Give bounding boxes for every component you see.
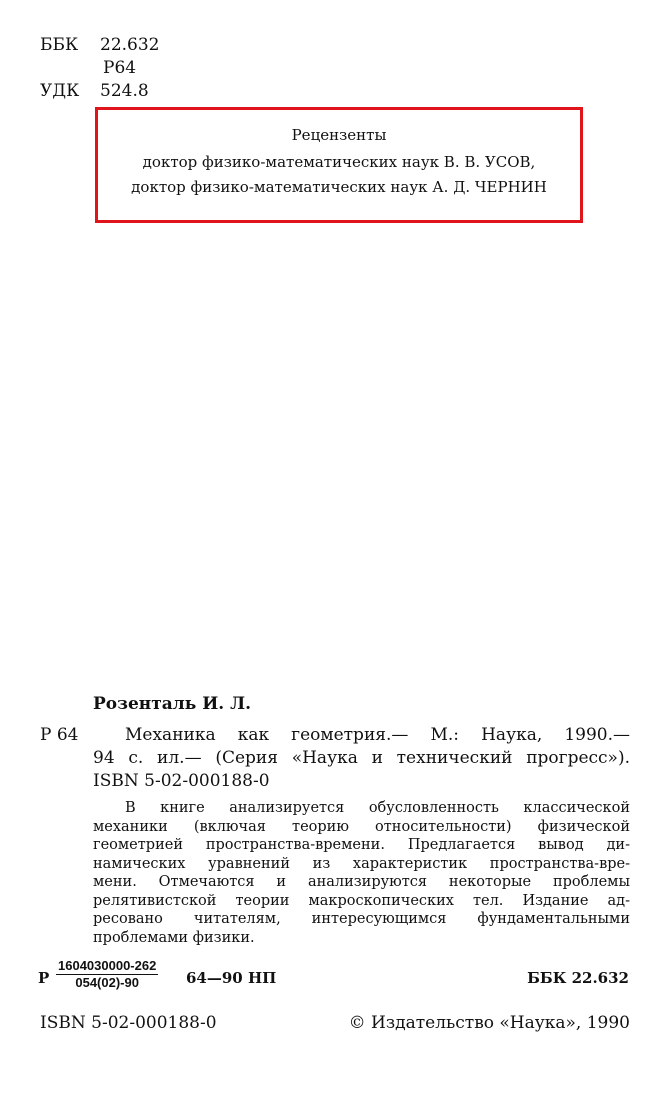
- catalog-isbn: ISBN 5-02-000188-0: [93, 771, 270, 791]
- catalog-mark: Р 64: [40, 725, 79, 745]
- udk-label: УДК: [40, 81, 80, 101]
- footer-p-letter: Р: [38, 969, 50, 987]
- abstract-line: релятивистской теории макроскопических тел. Издание ад-: [93, 892, 630, 909]
- copyright-notice: © Издательство «Наука», 1990: [348, 1013, 630, 1033]
- abstract-line: механики (включая теорию относительности) физической: [93, 818, 630, 835]
- abstract-line: мени. Отмечаются и анализируются некоторые проблемы: [93, 874, 630, 890]
- abstract-line: геометрией пространства-времени. Предлагается вывод ди-: [93, 837, 630, 853]
- reviewers-highlight-box: [95, 107, 583, 223]
- author-mark: Р64: [103, 58, 137, 78]
- footer-isbn: ISBN 5-02-000188-0: [40, 1013, 217, 1033]
- abstract-line: ресовано читателям, интересующимся фундаментальными: [93, 911, 630, 927]
- reviewer-line: доктор физико-математических наук А. Д. ЧЕРНИН: [131, 178, 547, 196]
- bbk-label: ББК: [40, 35, 79, 55]
- fraction-denominator: 054(02)-90: [75, 975, 139, 990]
- abstract-line: проблемами физики.: [93, 929, 255, 946]
- bbk-value: 22.632: [100, 35, 160, 55]
- abstract-line: В книге анализируется обусловленность классической: [125, 800, 630, 816]
- udk-value: 524.8: [100, 81, 149, 101]
- footer-code: 64—90 НП: [186, 969, 277, 987]
- index-fraction: [56, 958, 158, 990]
- reviewer-line: доктор физико-математических наук В. В. УСОВ,: [142, 153, 536, 171]
- abstract-line: намических уравнений из характеристик пространства-вре-: [93, 855, 630, 872]
- fraction-numerator: 1604030000-262: [58, 958, 157, 973]
- catalog-line: 94 с. ил.— (Серия «Наука и технический прогресс»).: [93, 748, 630, 768]
- reviewers-title: Рецензенты: [291, 126, 387, 144]
- author-name: Розенталь И. Л.: [93, 694, 252, 714]
- catalog-line: Механика как геометрия.— М.: Наука, 1990.—: [125, 725, 630, 745]
- footer-bbk: ББК 22.632: [527, 969, 629, 987]
